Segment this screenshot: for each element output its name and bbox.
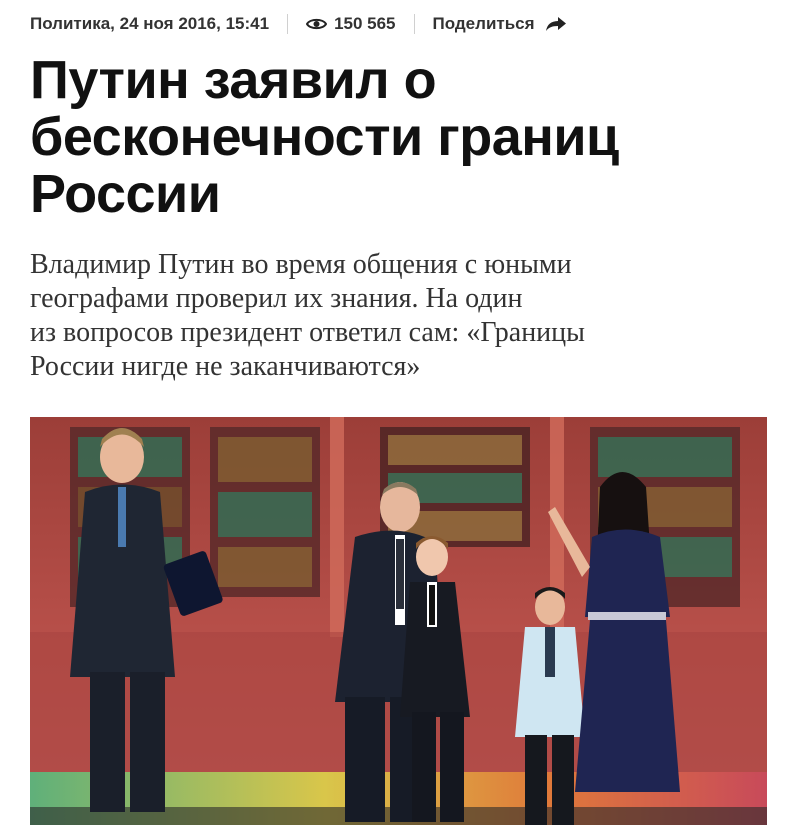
article-title xyxy=(30,52,770,223)
article-photo[interactable] xyxy=(30,417,767,825)
share-arrow-icon xyxy=(545,16,567,32)
meta-divider xyxy=(287,14,288,34)
share-label: Поделиться xyxy=(432,14,535,33)
article-lead-line: из вопросов президент ответил сам: «Границы xyxy=(30,317,585,348)
views-count: 150 565 xyxy=(334,14,396,33)
article-meta-bar xyxy=(30,12,567,36)
stage-photo-illustration xyxy=(30,417,767,825)
article-lead-line: географами проверил их знания. На один xyxy=(30,283,523,314)
article-title-line: бесконечности границ xyxy=(30,107,619,167)
meta-divider xyxy=(414,14,415,34)
rubric-date: Политика, 24 ноя 2016, 15:41 xyxy=(30,14,270,33)
eye-icon xyxy=(306,17,327,31)
article-lead-line: России нигде не заканчиваются» xyxy=(30,351,421,382)
article-lead xyxy=(30,248,730,384)
article-lead-line: Владимир Путин во время общения с юными xyxy=(30,249,572,280)
share-button[interactable] xyxy=(433,14,567,34)
article-title-line: Путин заявил о xyxy=(30,50,437,110)
article-title-line: России xyxy=(30,164,221,224)
views-counter xyxy=(306,14,395,34)
